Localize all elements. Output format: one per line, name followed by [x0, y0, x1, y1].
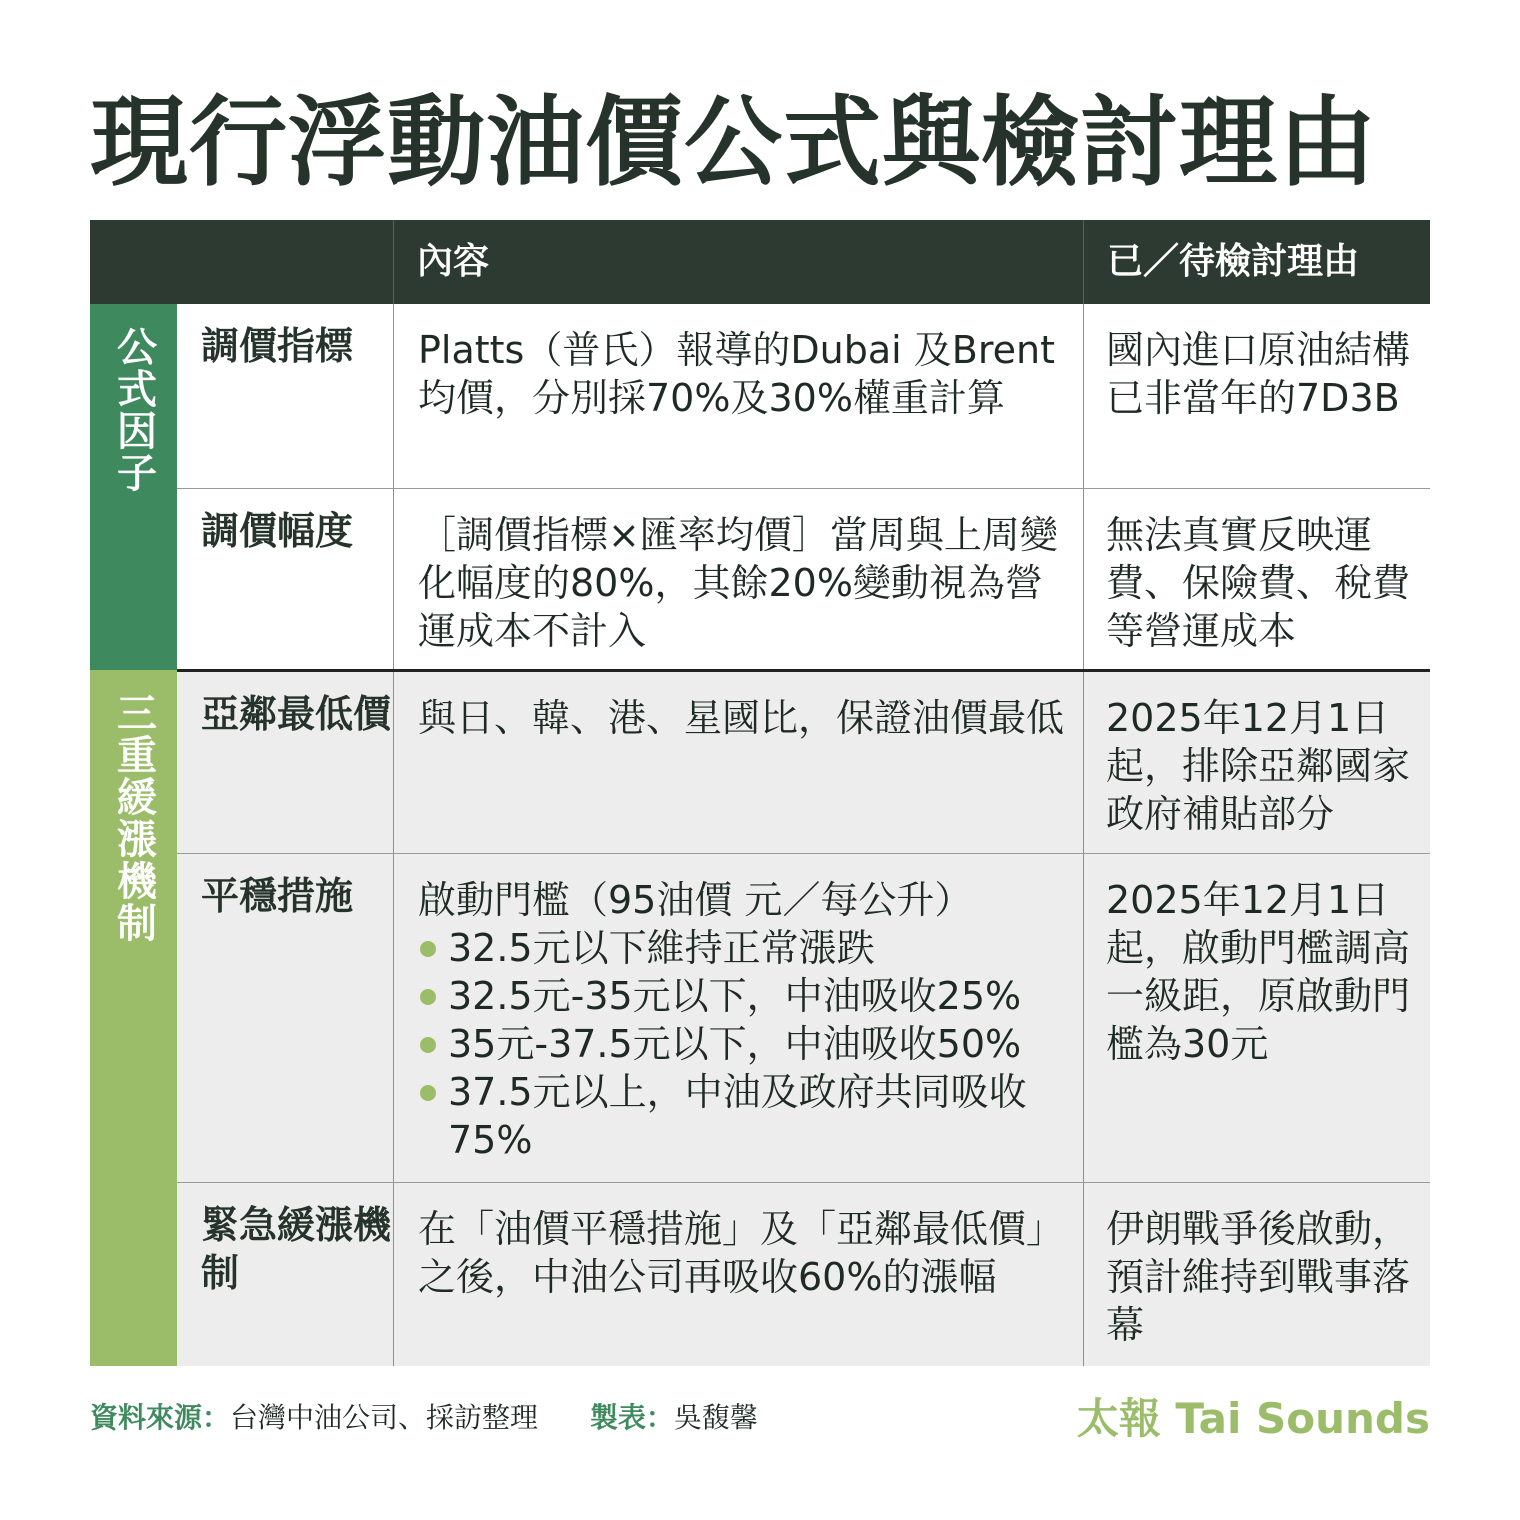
row-label: 調價指標	[201, 324, 354, 368]
row-reason: 2025年12月1日起，排除亞鄰國家政府補貼部分	[1106, 696, 1411, 836]
table-row	[177, 672, 1430, 853]
row-content	[394, 854, 1083, 1182]
bullet-dot-icon	[420, 1085, 436, 1101]
page-title: 現行浮動油價公式與檢討理由	[90, 86, 1378, 200]
bullet-dot-icon	[420, 989, 436, 1005]
comparison-table	[90, 220, 1430, 1366]
row-content: Platts（普氏）報導的Dubai 及Brent均價，分別採70%及30%權重計算	[418, 328, 1055, 420]
list-item: 37.5元以上，中油及政府共同吸收75%	[418, 1068, 1073, 1164]
maker-text: 吳馥馨	[673, 1401, 758, 1434]
row-reason: 無法真實反映運費、保險費、稅費等營運成本	[1106, 513, 1411, 653]
row-label: 亞鄰最低價	[201, 692, 392, 736]
group-formula-factors	[90, 304, 177, 670]
table-row	[177, 854, 1430, 1182]
maker-label: 製表：	[589, 1401, 674, 1434]
list-item: 35元-37.5元以下，中油吸收50%	[418, 1020, 1073, 1068]
row-label: 調價幅度	[201, 509, 354, 553]
bullet-dot-icon	[420, 1037, 436, 1053]
table-header	[90, 220, 1430, 304]
group-label: 三重緩漲機制	[110, 692, 157, 944]
brand-logo: 太報 Tai Sounds	[1076, 1394, 1430, 1443]
group-label: 公式因子	[110, 326, 157, 494]
row-label: 緊急緩漲機制	[201, 1203, 392, 1295]
row-reason: 2025年12月1日起，啟動門檻調高一級距，原啟動門檻為30元	[1106, 878, 1411, 1066]
source-text: 台灣中油公司、採訪整理	[230, 1401, 539, 1434]
row-reason: 國內進口原油結構已非當年的7D3B	[1106, 328, 1411, 420]
table-row	[177, 489, 1430, 670]
table-row	[177, 1183, 1430, 1366]
row-content: ［調價指標×匯率均價］當周與上周變化幅度的80%，其餘20%變動視為營運成本不計入	[418, 513, 1058, 653]
table-row	[177, 304, 1430, 488]
row-content: 與日、韓、港、星國比，保證油價最低	[418, 696, 1065, 740]
content-intro: 啟動門檻（95油價 元／每公升）	[418, 878, 973, 922]
row-reason: 伊朗戰爭後啟動，預計維持到戰事落幕	[1106, 1207, 1411, 1347]
source-label: 資料來源：	[90, 1401, 231, 1434]
header-reason: 已／待檢討理由	[1107, 241, 1360, 282]
row-content: 在「油價平穩措施」及「亞鄰最低價」之後，中油公司再吸收60%的漲幅	[418, 1207, 1065, 1299]
list-item: 32.5元-35元以下，中油吸收25%	[418, 972, 1073, 1020]
bullet-dot-icon	[420, 941, 436, 957]
header-content: 內容	[417, 241, 490, 282]
group-buffer-mechanism	[90, 670, 177, 1366]
footer-source	[90, 1396, 758, 1436]
list-item: 32.5元以下維持正常漲跌	[418, 924, 1073, 972]
row-label: 平穩措施	[201, 874, 354, 918]
